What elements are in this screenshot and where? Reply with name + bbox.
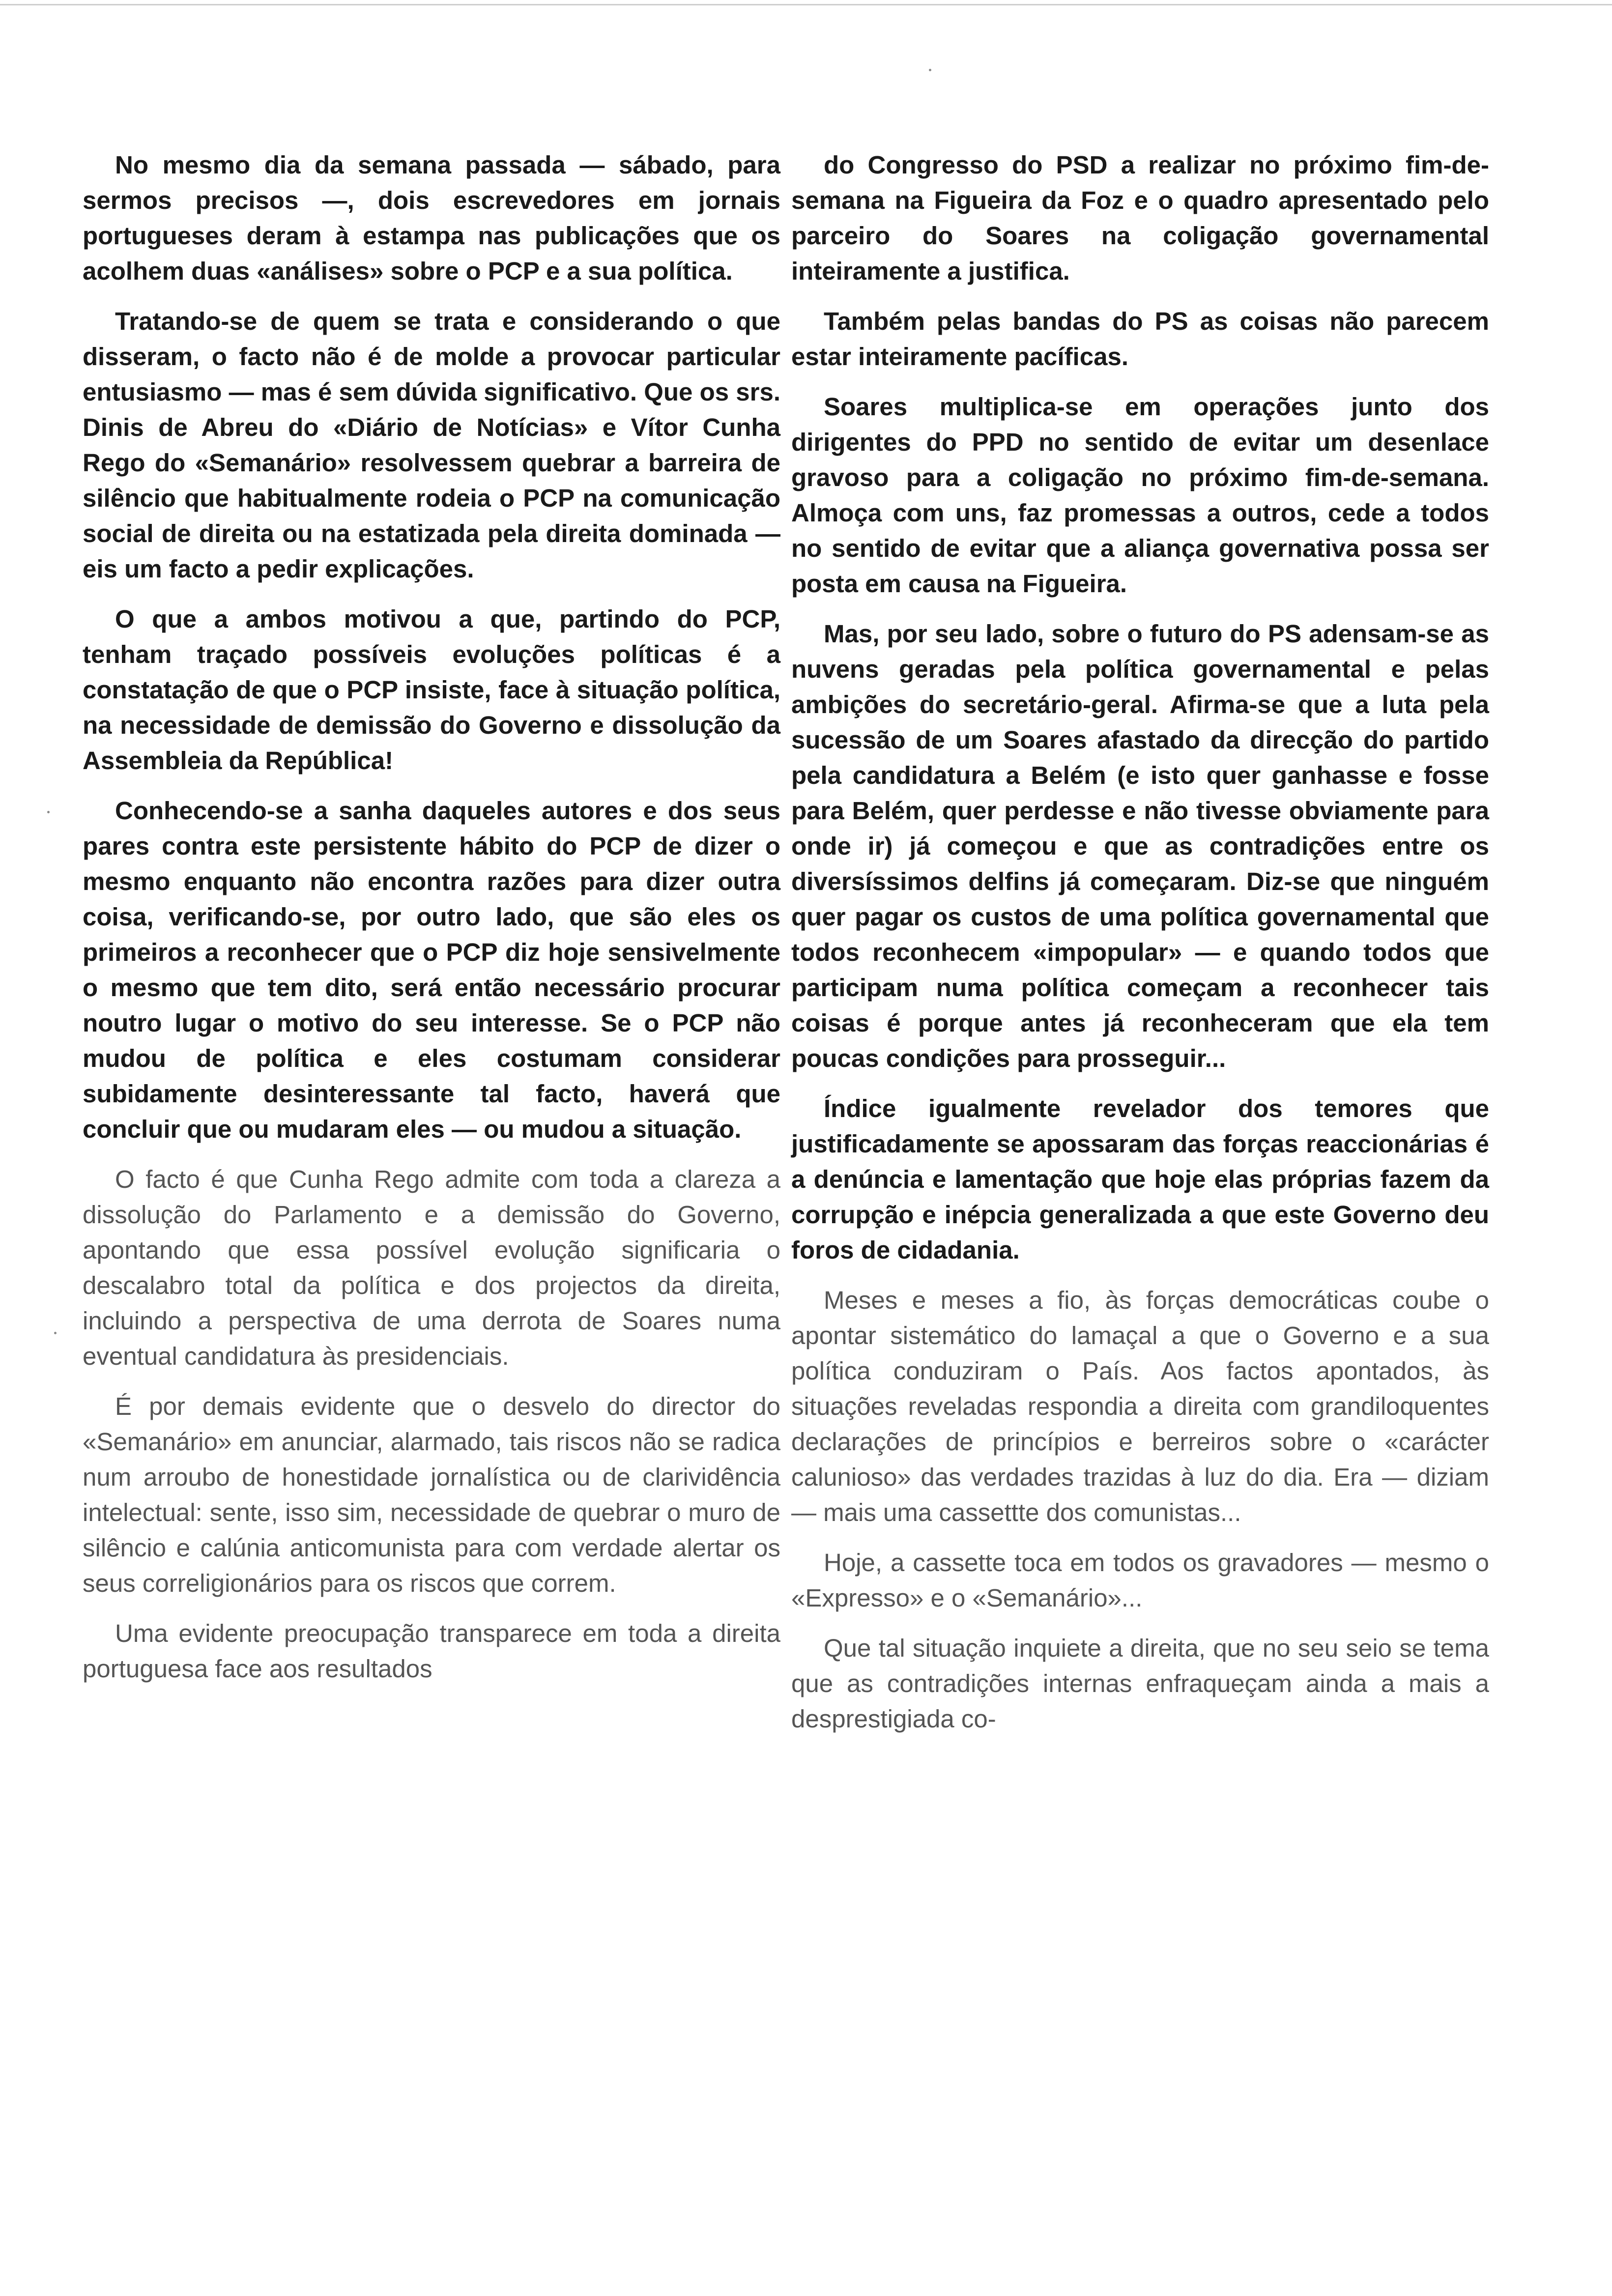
scan-speck <box>54 1332 57 1334</box>
paragraph: O facto é que Cunha Rego admite com toda a clareza a dissolução do Parlamento e a demissão do Governo, apontando que essa possível evolução significaria o descalabro total da política e dos projectos da direita, incluindo a perspectiva de uma derrota de Soares numa eventual candidatura às presidenciais. <box>83 1165 780 1370</box>
paragraph: É por demais evidente que o desvelo do director do «Semanário» em anunciar, alarmado, tais riscos não se radica num arroubo de honestidade jornalística ou de clarividência intelectual: sente, isso sim, necessidade de quebrar o muro de silêncio e calúnia anticomunista para com verdade alertar os seus correligionários para os riscos que correm. <box>83 1392 780 1597</box>
paragraph: Também pelas bandas do PS as coisas não parecem estar inteiramente pacíficas. <box>791 307 1489 371</box>
right-column <box>791 147 1489 1751</box>
left-column <box>83 147 780 1701</box>
paragraph: Soares multiplica-se em operações junto dos dirigentes do PPD no sentido de evitar um desenlace gravoso para a coligação no próximo fim-de-semana. Almoça com uns, faz promessas a outros, cede a todos no sentido de evitar que a aliança governativa possa ser posta em causa na Figueira. <box>791 393 1489 598</box>
scan-speck <box>47 811 50 813</box>
paragraph: Índice igualmente revelador dos temores que justificadamente se apossaram das forças reaccionárias é a denúncia e lamentação que hoje elas próprias fazem da corrupção e inépcia generalizada a que este Governo deu foros de cidadania. <box>791 1094 1489 1264</box>
paragraph: Mas, por seu lado, sobre o futuro do PS adensam-se as nuvens geradas pela política governamental e pelas ambições do secretário-geral. Afirma-se que a luta pela sucessão de um Soares afastado da direcção do partido pela candidatura a Belém (e isto quer ganhasse e fosse para Belém, quer perdesse e não tivesse obviamente para onde ir) já começou e que as contradições entre os diversíssimos delfins já começaram. Diz-se que ninguém quer pagar os custos de uma política governamental que todos reconhecem «impopular» — e quando todos que participam numa política começam a reconhecer tais coisas é porque antes já reconheceram que ela tem poucas condições para prosseguir... <box>791 620 1489 1072</box>
paragraph: No mesmo dia da semana passada — sábado, para sermos precisos —, dois escrevedores em jornais portugueses deram à estampa nas publicações que os acolhem duas «análises» sobre o PCP e a sua política. <box>83 151 780 285</box>
paragraph: Que tal situação inquiete a direita, que no seu seio se tema que as contradições internas enfraqueçam ainda a mais a desprestigiada co- <box>791 1634 1489 1733</box>
paragraph: Conhecendo-se a sanha daqueles autores e dos seus pares contra este persistente hábito do PCP de dizer o mesmo enquanto não encontra razões para dizer outra coisa, verificando-se, por outro lado, que são eles os primeiros a reconhecer que o PCP diz hoje sensivelmente o mesmo que tem dito, será então necessário procurar noutro lugar o motivo do seu interesse. Se o PCP não mudou de política e eles costumam considerar subidamente desinteressante tal facto, haverá que concluir que ou mudaram eles — ou mudou a situação. <box>83 797 780 1143</box>
paragraph: do Congresso do PSD a realizar no próximo fim-de-semana na Figueira da Foz e o quadro apresentado pelo parceiro do Soares na coligação governamental inteiramente a justifica. <box>791 151 1489 285</box>
paragraph: Meses e meses a fio, às forças democráticas coube o apontar sistemático do lamaçal a que o Governo e a sua política conduziram o País. Aos factos apontados, às situações reveladas respondia a direita com grandiloquentes declarações de princípios e berreiros sobre o «carácter calunioso» das verdades trazidas à luz do dia. Era — diziam — mais uma cassettte dos comunistas... <box>791 1286 1489 1526</box>
paragraph: O que a ambos motivou a que, partindo do PCP, tenham traçado possíveis evoluções políticas é a constatação de que o PCP insiste, face à situação política, na necessidade de demissão do Governo e dissolução da Assembleia da República! <box>83 605 780 775</box>
scan-edge-line <box>0 4 1612 5</box>
paragraph: Hoje, a cassette toca em todos os gravadores — mesmo o «Expresso» e o «Semanário»... <box>791 1549 1489 1612</box>
scan-speck <box>929 69 931 71</box>
paragraph: Tratando-se de quem se trata e considerando o que disseram, o facto não é de molde a provocar particular entusiasmo — mas é sem dúvida significativo. Que os srs. Dinis de Abreu do «Diário de Notícias» e Vítor Cunha Rego do «Semanário» resolvessem quebrar a barreira de silêncio que habitualmente rodeia o PCP na comunicação social de direita ou na estatizada pela direita dominada — eis um facto a pedir explicações. <box>83 307 780 583</box>
paragraph: Uma evidente preocupação transparece em toda a direita portuguesa face aos resultados <box>83 1619 780 1683</box>
